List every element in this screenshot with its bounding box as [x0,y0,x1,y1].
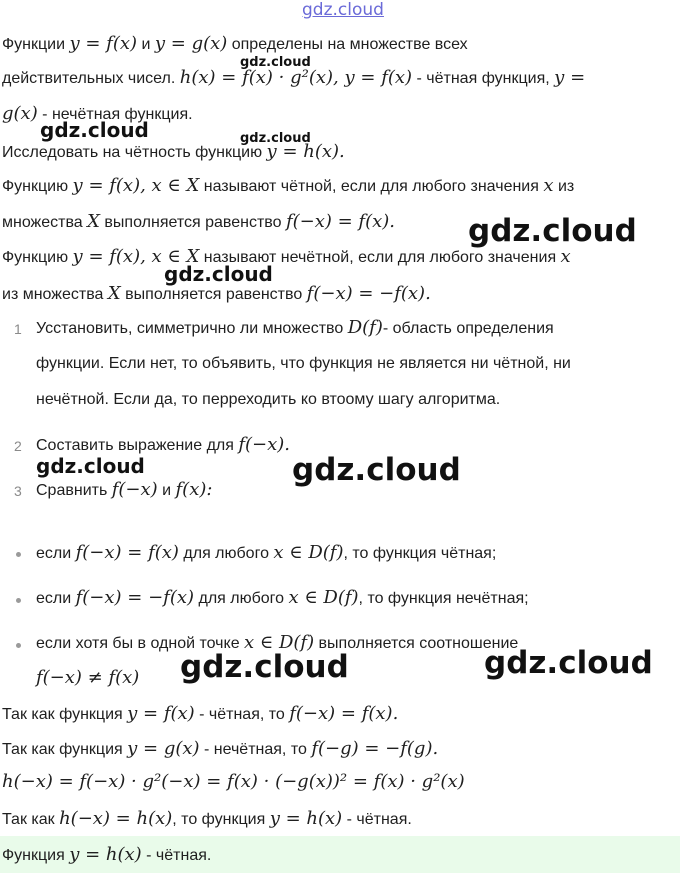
watermark: gdz.cloud [36,454,145,478]
text: , то функция нечётная; [358,590,529,607]
formula: x ∈ D(f) [244,632,315,653]
formula: x [560,246,571,267]
answer-line [2,845,211,866]
text: выполняется соотношение [314,635,519,652]
formula: h(−x) = f(−x) · g²(−x) = f(x) · (−g(x))² = f(x) · g²(x) [2,771,465,792]
problem-line-1 [2,34,468,55]
text: , то функция [172,811,270,828]
formula: f(−x) = −f(x) [75,587,195,608]
text: Усстановить, симметрично ли множество [36,320,348,337]
text: из [553,178,575,195]
watermark: gdz.cloud [164,262,273,286]
text: - чётная функция, [412,70,555,87]
text: выполняется равенство [99,214,286,231]
formula: y = f(x) [127,703,195,724]
text: , то функция чётная; [343,545,497,562]
formula: X [87,211,100,232]
formula: X [107,283,121,304]
formula: x ∈ D(f) [288,587,359,608]
text: определены на множестве всех [227,36,468,53]
text: выполняется равенство [120,286,307,303]
text: и [137,36,155,53]
text: Функцию [2,249,73,266]
solution-line-3 [2,772,465,793]
text: если [36,545,76,562]
formula: g(x) [2,103,38,124]
text: если [36,590,76,607]
step-1-line-1 [36,318,554,339]
bullet-dot [16,643,21,648]
text: множества [2,214,88,231]
text: Так как функция [2,706,128,723]
step-3-line [36,480,212,501]
formula: y = h(x) [69,844,142,865]
formula: f(−x) = f(x). [285,211,395,232]
text: Функция [2,847,70,864]
solution-line-2 [2,739,438,760]
text: - нечётная функция. [37,106,193,123]
solution-line-4 [2,809,412,830]
odd-definition-line-2 [2,284,431,305]
text: Так как [2,811,60,828]
formula: f(−x) = f(x) [75,542,179,563]
formula: f(−g) = −f(g). [311,738,439,759]
text: - чётная. [141,847,212,864]
text: для любого [194,590,289,607]
formula: h(x) = f(x) · g²(x), y = f(x) [179,67,413,88]
watermark: gdz.cloud [240,55,311,70]
text: называют нечётной, если для любого значения [199,249,561,266]
formula: x [543,175,554,196]
step-1-line-2 [36,354,571,374]
text: Составить выражение для [36,437,239,454]
watermark: gdz.cloud [240,131,311,146]
watermark: gdz.cloud [484,645,653,681]
text: Сравнить [36,482,112,499]
step-number: 3 [14,483,22,499]
step-number: 1 [14,321,22,337]
formula: f(−x) = −f(x). [306,283,431,304]
bullet-even [36,543,496,564]
formula: f(−x) = f(x). [289,703,399,724]
watermark: gdz.cloud [40,118,149,142]
formula: f(−x). [238,434,291,455]
formula: h(−x) = h(x) [59,808,173,829]
formula: x ∈ D(f) [273,542,344,563]
watermark: gdz.cloud [180,649,349,685]
formula: y = f(x), x ∈ X [72,175,200,196]
even-definition-line-2 [2,212,395,233]
formula: y = h(x). [266,141,345,162]
text: функции. Если нет, то объявить, что функция не является ни чётной, ни [36,355,571,372]
odd-definition-line-1 [2,247,571,268]
text: - область определения [382,320,554,337]
formula: f(−x) ≠ f(x) [36,667,140,688]
step-2-line [36,435,290,456]
text: Функцию [2,178,73,195]
even-definition-line-1 [2,176,574,197]
bullet-odd [36,588,529,609]
text: - нечётная, то [199,741,312,758]
text: для любого [178,545,274,562]
watermark: gdz.cloud [468,213,637,249]
problem-line-2 [2,68,585,89]
text: и [157,482,176,499]
bullet-dot [16,598,21,603]
formula: f(−x) [111,479,158,500]
bullet-dot [16,552,21,557]
text: нечётной. Если да, то перреходить ко втоому шагу алгоритма. [36,391,501,408]
formula: y = f(x) [69,33,138,54]
site-header-link[interactable]: gdz.cloud [302,0,384,20]
formula: y = f(x), x ∈ X [72,246,200,267]
formula: y = g(x) [127,738,200,759]
formula: D(f) [347,317,383,338]
solution-line-1 [2,704,398,725]
text: - чётная. [342,811,412,828]
formula: y = g(x) [154,33,228,54]
text: Функции [2,36,70,53]
bullet-neither-line-2 [36,668,139,689]
formula: y = [554,67,586,88]
text: из множества [2,286,108,303]
text: Так как функция [2,741,128,758]
watermark: gdz.cloud [292,452,461,488]
text: действительных чисел. [2,70,180,87]
step-1-line-3 [36,390,500,410]
text: - чётная, то [194,706,290,723]
formula: f(x): [175,479,213,500]
text: называют чётной, если для любого значения [199,178,544,195]
text: если хотя бы в одной точке [36,635,245,652]
step-number: 2 [14,438,22,454]
text: Исследовать на чётность функцию [2,144,267,161]
formula: y = h(x) [269,808,343,829]
